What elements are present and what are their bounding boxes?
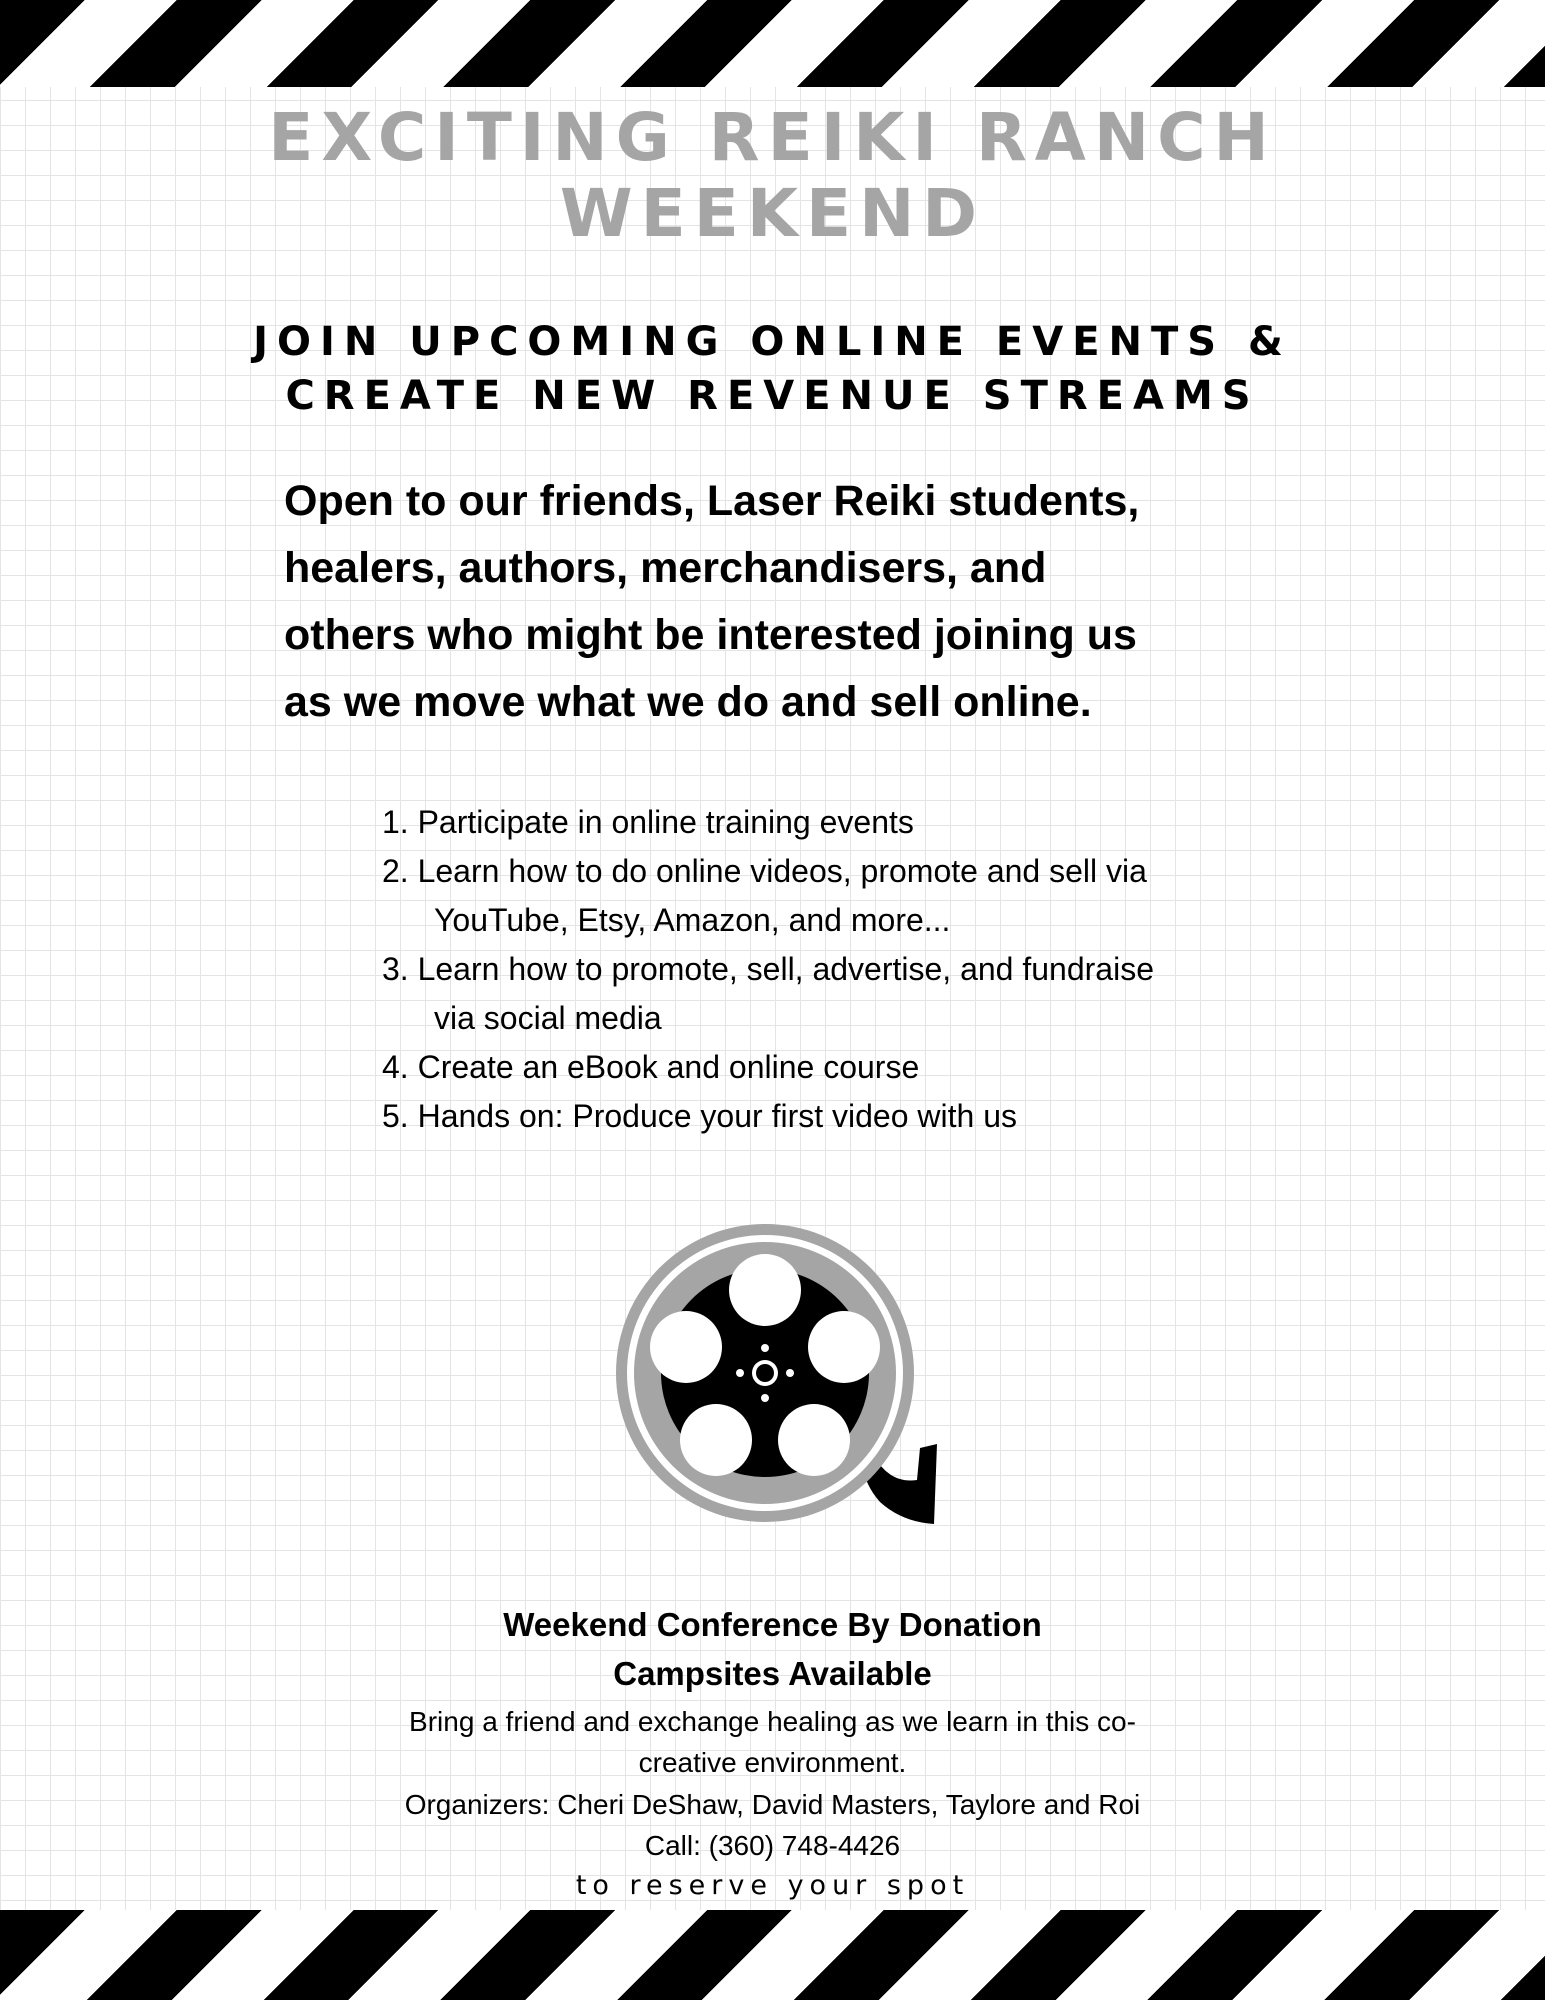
organizers-line: Organizers: Cheri DeShaw, David Masters, Taylore and Roi [404, 1789, 1141, 1820]
list-item [382, 798, 1282, 847]
bottom-hazard-stripes [0, 1910, 1545, 2000]
title-line-1: EXCITING REIKI RANCH [268, 99, 1277, 176]
subtitle-heading [0, 315, 1545, 423]
list-item-text: Participate in online training events [417, 804, 914, 840]
bring-friend-line-1: Bring a friend and exchange healing as we learn in this co- [409, 1706, 1136, 1737]
campsites-line: Campsites Available [613, 1655, 932, 1692]
list-item-continuation: YouTube, Etsy, Amazon, and more... [434, 902, 951, 938]
list-item [382, 1043, 1282, 1092]
list-item-text: Hands on: Produce your first video with us [417, 1098, 1017, 1134]
list-item [382, 847, 1282, 945]
intro-line-4: as we move what we do and sell online. [284, 678, 1092, 726]
phone-line: Call: (360) 748-4426 [644, 1830, 901, 1861]
intro-line-3: others who might be interested joining us [284, 611, 1137, 659]
list-item-continuation: via social media [434, 1000, 662, 1036]
list-item-text: Create an eBook and online course [417, 1049, 920, 1085]
list-item-number: 5. [382, 1098, 409, 1134]
subtitle-line-2: CREATE NEW REVENUE STREAMS [285, 373, 1260, 419]
top-hazard-stripes [0, 0, 1545, 87]
title-line-2: WEEKEND [559, 175, 986, 252]
list-item-number: 4. [382, 1049, 409, 1085]
list-item-number: 2. [382, 853, 409, 889]
benefits-list [382, 798, 1282, 1141]
page-title [0, 100, 1545, 252]
list-item-text: Learn how to do online videos, promote and sell via [417, 853, 1147, 889]
list-item-number: 3. [382, 951, 409, 987]
conference-line: Weekend Conference By Donation [503, 1606, 1042, 1643]
bring-friend-line-2: creative environment. [638, 1747, 907, 1778]
list-item [382, 945, 1282, 1043]
intro-line-2: healers, authors, merchandisers, and [284, 544, 1047, 592]
intro-line-1: Open to our friends, Laser Reiki students, [284, 477, 1140, 525]
list-item [382, 1092, 1282, 1141]
list-item-text: Learn how to promote, sell, advertise, and fundraise [417, 951, 1154, 987]
intro-paragraph [284, 468, 1284, 736]
film-reel-icon [612, 1222, 942, 1528]
list-item-number: 1. [382, 804, 409, 840]
reserve-line: to reserve your spot [575, 1870, 970, 1901]
subtitle-line-1: JOIN UPCOMING ONLINE EVENTS & [253, 319, 1292, 365]
